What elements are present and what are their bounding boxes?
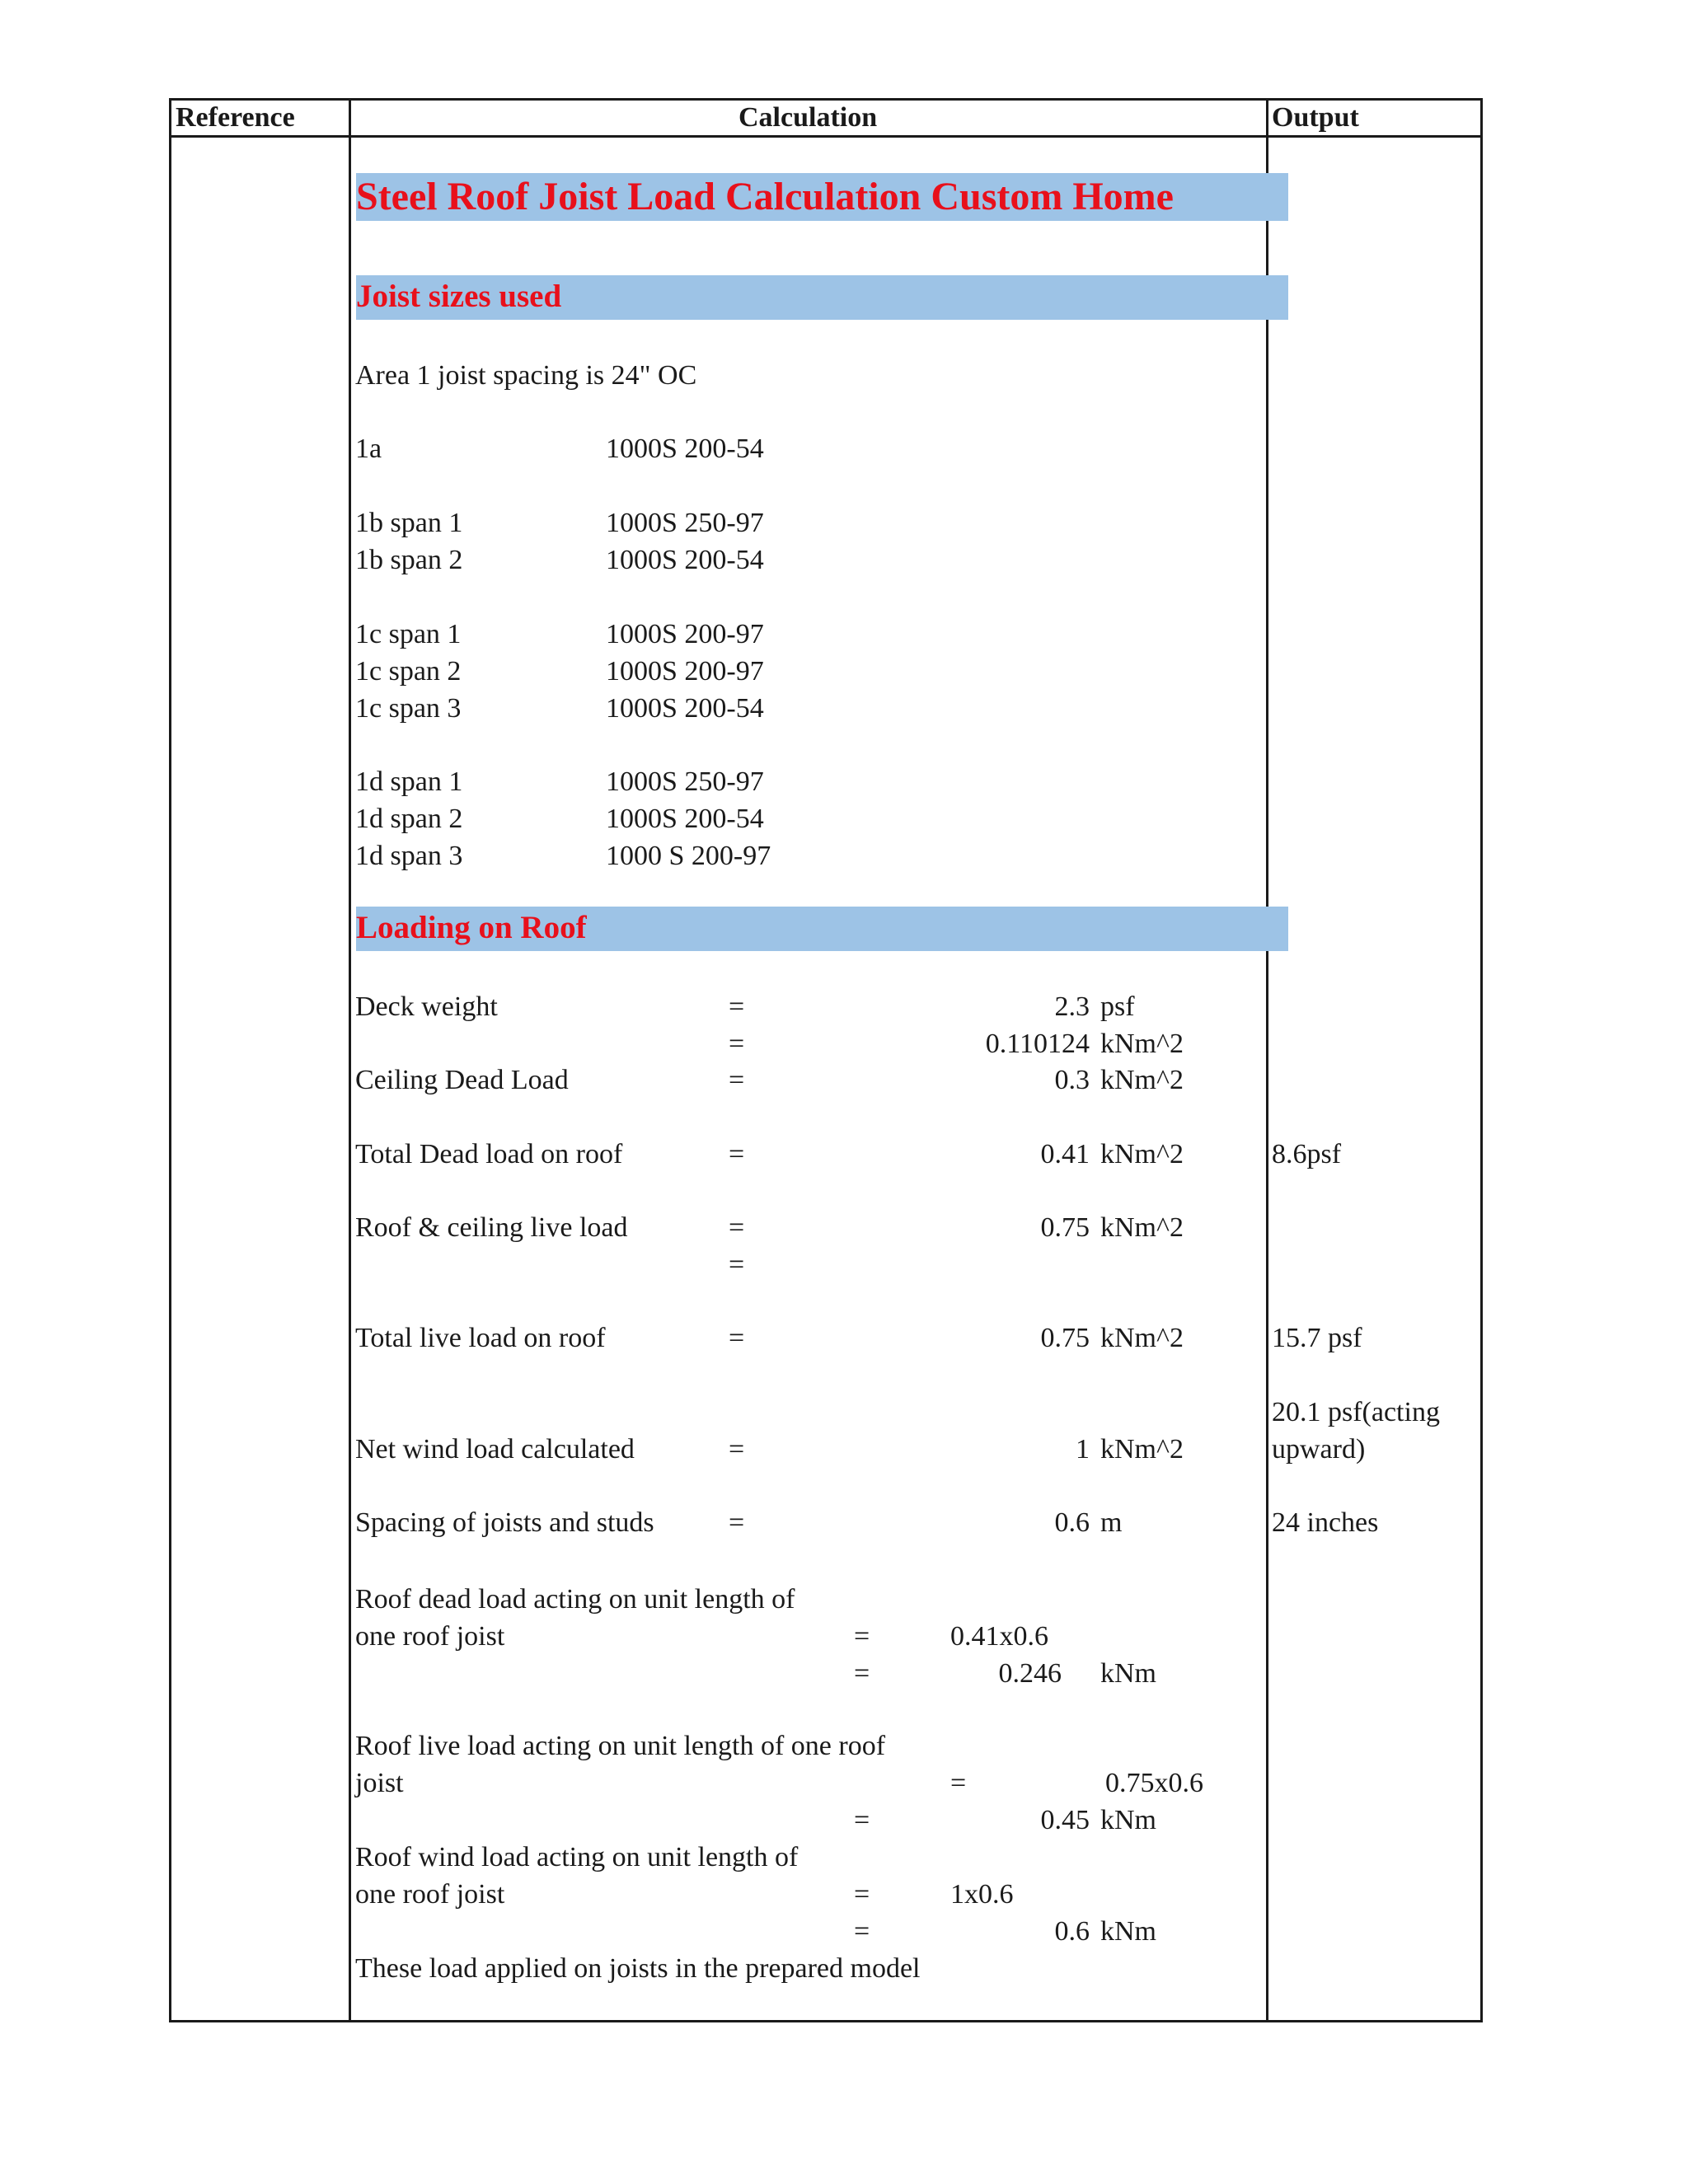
wind-output-line1: 20.1 psf(acting: [1272, 1397, 1440, 1427]
joist-row-size: 1000S 200-54: [606, 545, 764, 575]
equals-sign: =: [729, 1323, 745, 1353]
frame-bottom: [169, 2020, 1483, 2022]
deck-weight-metric-value: 0.110124: [985, 1029, 1090, 1059]
equals-sign: =: [729, 1434, 745, 1465]
total-dead-value: 0.41: [1040, 1139, 1090, 1169]
joist-section-heading: Joist sizes used: [356, 279, 562, 314]
frame-right: [1480, 98, 1483, 2022]
equals-sign: =: [729, 1029, 745, 1059]
total-live-unit: kNm^2: [1100, 1323, 1184, 1353]
equals-sign: =: [729, 991, 745, 1022]
joist-row-label: 1d span 3: [355, 841, 463, 871]
roof-live-unit: kNm^2: [1100, 1212, 1184, 1243]
spacing-unit: m: [1100, 1507, 1123, 1538]
equals-sign: =: [729, 1212, 745, 1243]
joist-row-size: 1000S 200-54: [606, 434, 764, 464]
wind-unit-label-line1: Roof wind load acting on unit length of: [355, 1842, 799, 1872]
joist-row-size: 1000S 200-54: [606, 804, 764, 834]
loading-section-heading: Loading on Roof: [356, 910, 587, 945]
joist-row-label: 1d span 2: [355, 804, 463, 834]
deck-weight-metric-unit: kNm^2: [1100, 1029, 1184, 1059]
dead-unit-unit: kNm: [1100, 1658, 1156, 1689]
equals-sign: =: [854, 1879, 870, 1910]
total-live-label: Total live load on roof: [355, 1323, 606, 1353]
total-live-value: 0.75: [1040, 1323, 1090, 1353]
roof-live-label: Roof & ceiling live load: [355, 1212, 628, 1243]
frame-top: [169, 98, 1483, 101]
wind-unit-unit: kNm: [1100, 1916, 1156, 1947]
equals-sign: =: [729, 1507, 745, 1538]
total-live-output: 15.7 psf: [1272, 1323, 1362, 1353]
wind-value: 1: [1076, 1434, 1090, 1465]
header-output: Output: [1272, 102, 1359, 133]
wind-unit-value: 0.6: [1054, 1916, 1090, 1947]
live-unit-value: 0.45: [1040, 1805, 1090, 1835]
live-unit-expression: 0.75x0.6: [1105, 1768, 1203, 1798]
wind-unit-expression: 1x0.6: [950, 1879, 1014, 1910]
joist-row-size: 1000S 250-97: [606, 508, 764, 538]
page-title: Steel Roof Joist Load Calculation Custom Home: [356, 175, 1174, 218]
total-dead-output: 8.6psf: [1272, 1139, 1342, 1169]
joist-row-size: 1000S 250-97: [606, 766, 764, 797]
joist-row-label: 1c span 2: [355, 656, 462, 687]
dead-unit-label-line2: one roof joist: [355, 1621, 505, 1652]
joist-row-label: 1d span 1: [355, 766, 463, 797]
equals-sign: =: [854, 1658, 870, 1689]
total-dead-label: Total Dead load on roof: [355, 1139, 623, 1169]
joist-row-size: 1000S 200-54: [606, 693, 764, 724]
col-divider-2: [1266, 98, 1268, 2022]
equals-sign: =: [729, 1065, 745, 1095]
joist-row-label: 1b span 1: [355, 508, 463, 538]
deck-weight-value: 2.3: [1054, 991, 1090, 1022]
equals-sign: =: [854, 1621, 870, 1652]
live-unit-label-line2: joist: [355, 1768, 404, 1798]
roof-live-value: 0.75: [1040, 1212, 1090, 1243]
dead-unit-expression: 0.41x0.6: [950, 1621, 1048, 1652]
joist-row-size: 1000S 200-97: [606, 619, 764, 649]
header-calculation: Calculation: [738, 102, 878, 133]
joist-row-size: 1000S 200-97: [606, 656, 764, 687]
joist-spacing-note: Area 1 joist spacing is 24" OC: [355, 360, 697, 391]
equals-sign: =: [854, 1805, 870, 1835]
dead-unit-label-line1: Roof dead load acting on unit length of: [355, 1584, 795, 1615]
header-reference: Reference: [176, 102, 295, 133]
equals-sign: =: [729, 1139, 745, 1169]
joist-row-label: 1c span 1: [355, 619, 462, 649]
spacing-label: Spacing of joists and studs: [355, 1507, 654, 1538]
ceiling-dead-label: Ceiling Dead Load: [355, 1065, 569, 1095]
joist-row-label: 1c span 3: [355, 693, 462, 724]
frame-left: [169, 98, 171, 2022]
spacing-output: 24 inches: [1272, 1507, 1379, 1538]
col-divider-1: [349, 98, 351, 2022]
equals-sign: =: [854, 1916, 870, 1947]
live-unit-unit: kNm: [1100, 1805, 1156, 1835]
total-dead-unit: kNm^2: [1100, 1139, 1184, 1169]
dead-unit-value: 0.246: [998, 1658, 1062, 1689]
ceiling-dead-value: 0.3: [1054, 1065, 1090, 1095]
joist-row-label: 1a: [355, 434, 382, 464]
live-unit-label-line1: Roof live load acting on unit length of one roof: [355, 1731, 886, 1761]
deck-weight-label: Deck weight: [355, 991, 498, 1022]
spacing-value: 0.6: [1054, 1507, 1090, 1538]
deck-weight-unit: psf: [1100, 991, 1135, 1022]
ceiling-dead-unit: kNm^2: [1100, 1065, 1184, 1095]
wind-label: Net wind load calculated: [355, 1434, 635, 1465]
joist-row-size: 1000 S 200-97: [606, 841, 771, 871]
wind-unit-label-line2: one roof joist: [355, 1879, 505, 1910]
wind-unit: kNm^2: [1100, 1434, 1184, 1465]
joist-row-label: 1b span 2: [355, 545, 463, 575]
equals-sign: =: [729, 1249, 745, 1280]
footer-note: These load applied on joists in the prepared model: [355, 1953, 921, 1984]
equals-sign: =: [950, 1768, 967, 1798]
header-bottom: [169, 135, 1483, 138]
wind-output-line2: upward): [1272, 1434, 1366, 1465]
